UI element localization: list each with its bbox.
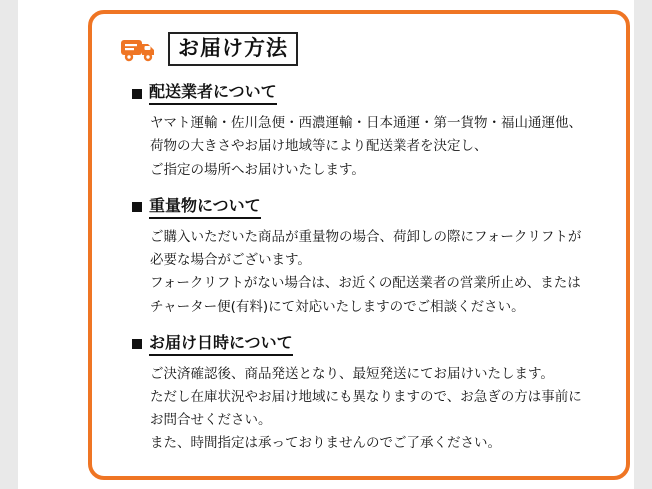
body-line: チャーター便(有料)にて対応いたしますのでご相談ください。 <box>150 298 525 315</box>
body-line: ご購入いただいた商品が重量物の場合、荷卸しの際にフォークリフトが <box>150 228 582 245</box>
section-heading-row <box>114 196 604 219</box>
section-body <box>114 363 604 456</box>
section-title: 重量物について <box>149 196 261 219</box>
section-heading-row <box>114 82 604 105</box>
section-title: お届け日時について <box>149 333 293 356</box>
left-white-margin <box>18 0 84 489</box>
section-title: 配送業者について <box>149 82 277 105</box>
section-delivery-date <box>114 333 604 456</box>
shipping-info-panel <box>88 10 630 480</box>
square-bullet-icon <box>132 339 142 349</box>
body-line: お問合せください。 <box>150 412 272 429</box>
right-gutter <box>634 0 652 489</box>
body-line: ただし在庫状況やお届け地域にも異なりますので、お急ぎの方は事前に <box>150 388 582 405</box>
delivery-truck-icon <box>120 34 158 64</box>
section-body <box>114 112 604 182</box>
body-line: フォークリフトがない場合は、お近くの配送業者の営業所止め、または <box>150 275 581 292</box>
panel-content <box>92 14 626 480</box>
section-heavy-items <box>114 196 604 319</box>
left-gutter <box>0 0 18 489</box>
section-body <box>114 226 604 319</box>
body-line: 荷物の大きさやお届け地域等により配送業者を決定し、 <box>150 138 488 155</box>
body-line: 必要な場合がございます。 <box>150 252 311 269</box>
body-line: ご指定の場所へお届けいたします。 <box>150 161 365 178</box>
panel-header <box>114 32 604 66</box>
square-bullet-icon <box>132 89 142 99</box>
body-line: ヤマト運輸・佐川急便・西濃運輸・日本通運・第一貨物・福山通運他、 <box>150 115 582 132</box>
body-line: ご決済確認後、商品発送となり、最短発送にてお届けいたします。 <box>150 365 554 382</box>
square-bullet-icon <box>132 202 142 212</box>
section-heading-row <box>114 333 604 356</box>
body-line: また、時間指定は承っておりませんのでご了承ください。 <box>150 435 501 452</box>
panel-title: お届け方法 <box>168 32 298 66</box>
section-carriers <box>114 82 604 182</box>
